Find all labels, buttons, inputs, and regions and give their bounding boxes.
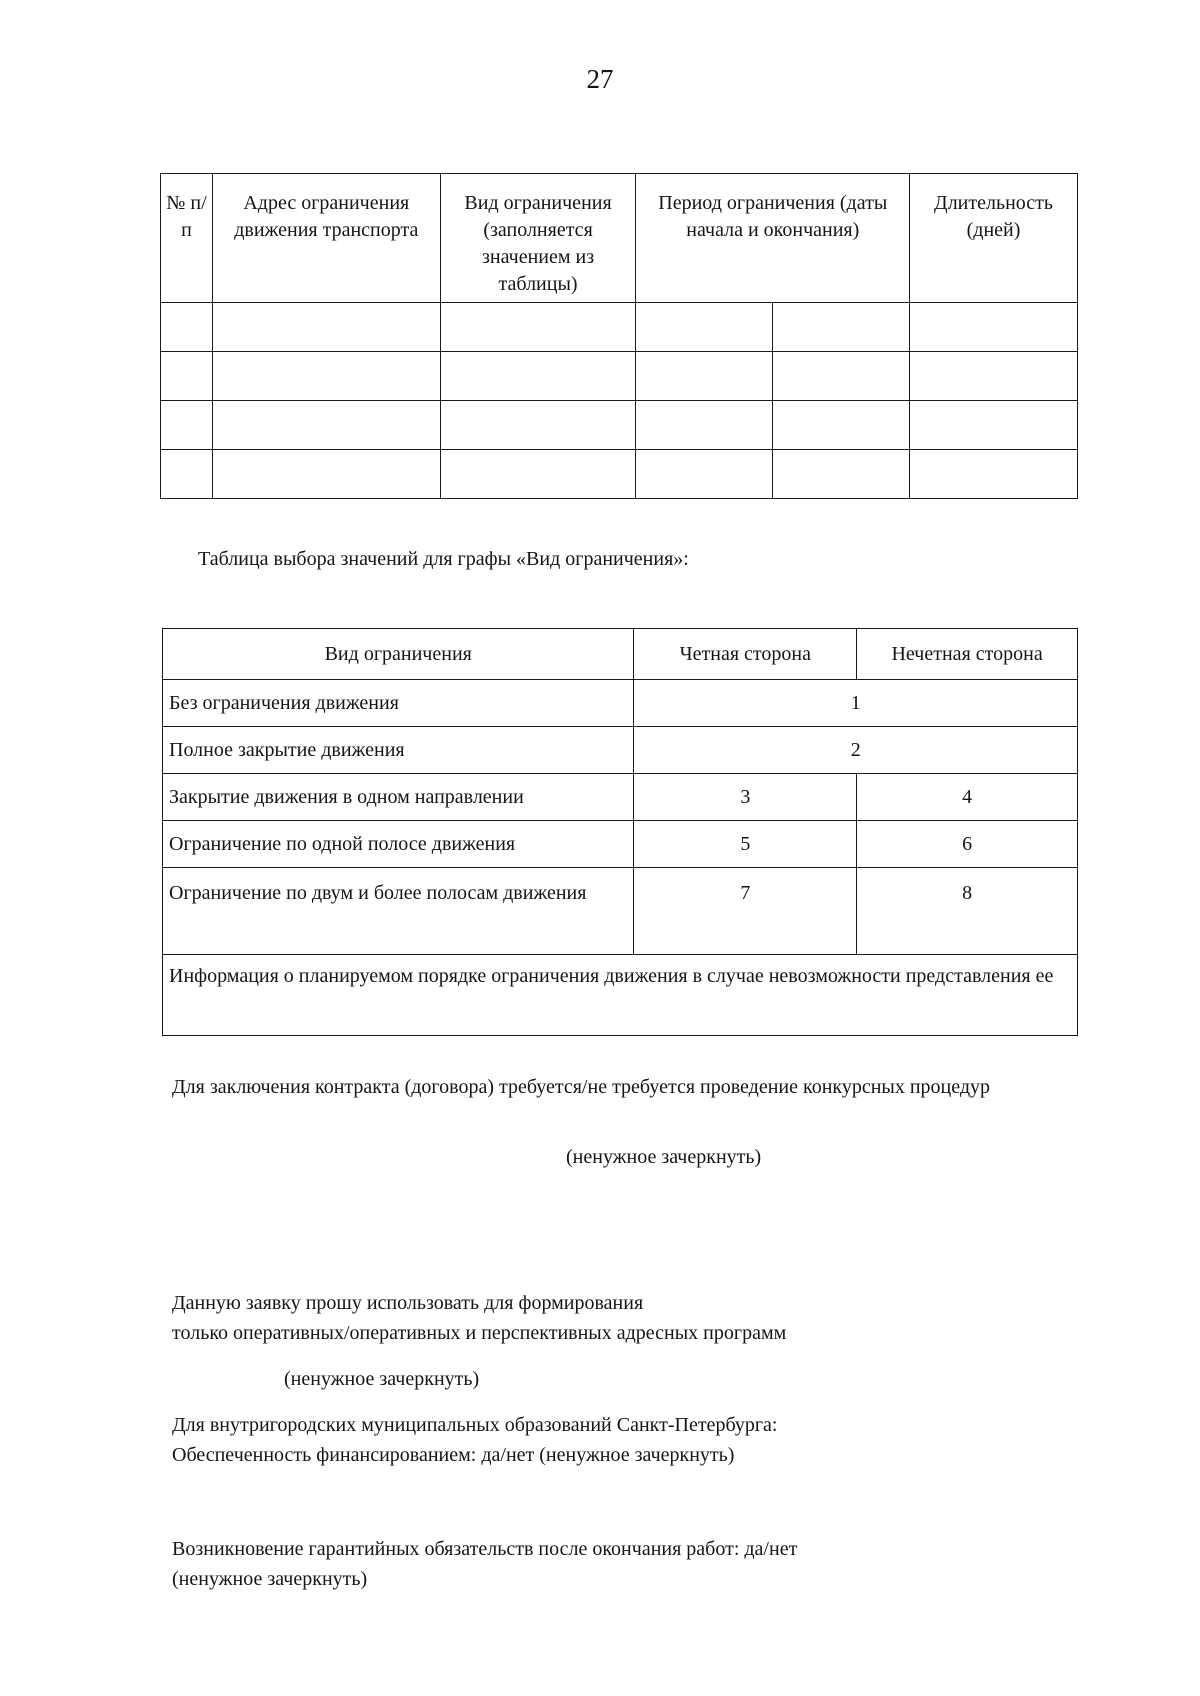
empty-cell[interactable]	[212, 352, 440, 401]
empty-cell[interactable]	[773, 352, 910, 401]
empty-cell[interactable]	[161, 401, 213, 450]
value-label: Закрытие движения в одном направлении	[163, 774, 634, 821]
table-header-row	[161, 174, 1078, 303]
value-even: 7	[634, 868, 857, 955]
table-row	[163, 868, 1078, 955]
header-number: № п/п	[161, 174, 213, 303]
value-even: 5	[634, 821, 857, 868]
empty-cell[interactable]	[212, 401, 440, 450]
table-row	[161, 450, 1078, 499]
table-row	[163, 727, 1078, 774]
empty-cell[interactable]	[910, 352, 1078, 401]
values-header-type: Вид ограничения	[163, 629, 634, 680]
table-row	[161, 303, 1078, 352]
table-row	[161, 401, 1078, 450]
value-label: Полное закрытие движения	[163, 727, 634, 774]
header-restriction-type: Вид ограничения (заполняется значением из таблицы)	[440, 174, 636, 303]
empty-cell[interactable]	[212, 450, 440, 499]
contract-note: (ненужное зачеркнуть)	[566, 1146, 762, 1168]
warranty-line-1: Возникновение гарантийных обязательств после окончания работ: да/нет	[172, 1538, 798, 1560]
empty-cell[interactable]	[910, 450, 1078, 499]
values-table	[162, 628, 1078, 1036]
empty-cell[interactable]	[440, 352, 636, 401]
value-code: 2	[634, 727, 1078, 774]
table-row	[163, 821, 1078, 868]
values-table-caption: Таблица выбора значений для графы «Вид ограничения»:	[198, 548, 689, 570]
value-label: Ограничение по одной полосе движения	[163, 821, 634, 868]
table-row	[163, 774, 1078, 821]
empty-cell[interactable]	[636, 401, 773, 450]
value-odd: 8	[857, 868, 1078, 955]
programs-line-2: только оперативных/оперативных и перспективных адресных программ	[172, 1322, 787, 1344]
empty-cell[interactable]	[161, 352, 213, 401]
municipal-line-1: Для внутригородских муниципальных образований Санкт-Петербурга:	[172, 1414, 778, 1436]
contract-text: Для заключения контракта (договора) требуется/не требуется проведение конкурсных процедур	[172, 1076, 991, 1098]
values-header-odd: Нечетная сторона	[857, 629, 1078, 680]
value-even: 3	[634, 774, 857, 821]
empty-cell[interactable]	[161, 450, 213, 499]
empty-cell[interactable]	[910, 303, 1078, 352]
empty-cell[interactable]	[636, 450, 773, 499]
restriction-table	[160, 173, 1078, 499]
empty-cell[interactable]	[773, 450, 910, 499]
header-duration: Длительность (дней)	[910, 174, 1078, 303]
empty-cell[interactable]	[910, 401, 1078, 450]
empty-cell[interactable]	[440, 303, 636, 352]
table-row	[161, 352, 1078, 401]
value-label: Ограничение по двум и более полосам движения	[163, 868, 634, 955]
empty-cell[interactable]	[636, 352, 773, 401]
page-number: 27	[586, 64, 614, 94]
programs-line-1: Данную заявку прошу использовать для формирования	[172, 1292, 644, 1314]
value-odd: 4	[857, 774, 1078, 821]
table-row	[163, 680, 1078, 727]
empty-cell[interactable]	[440, 450, 636, 499]
value-odd: 6	[857, 821, 1078, 868]
empty-cell[interactable]	[636, 303, 773, 352]
empty-cell[interactable]	[773, 401, 910, 450]
warranty-line-2: (ненужное зачеркнуть)	[172, 1568, 368, 1590]
values-header-row	[163, 629, 1078, 680]
header-period: Период ограничения (даты начала и окончания)	[636, 174, 910, 303]
value-code: 1	[634, 680, 1078, 727]
empty-cell[interactable]	[212, 303, 440, 352]
programs-note: (ненужное зачеркнуть)	[284, 1368, 480, 1390]
info-cell: Информация о планируемом порядке ограничения движения в случае невозможности представления ее	[163, 955, 1078, 1036]
empty-cell[interactable]	[161, 303, 213, 352]
header-address: Адрес ограничения движения транспорта	[212, 174, 440, 303]
municipal-line-2: Обеспеченность финансированием: да/нет (ненужное зачеркнуть)	[172, 1444, 735, 1466]
value-label: Без ограничения движения	[163, 680, 634, 727]
table-row	[163, 955, 1078, 1036]
empty-cell[interactable]	[440, 401, 636, 450]
values-header-even: Четная сторона	[634, 629, 857, 680]
empty-cell[interactable]	[773, 303, 910, 352]
